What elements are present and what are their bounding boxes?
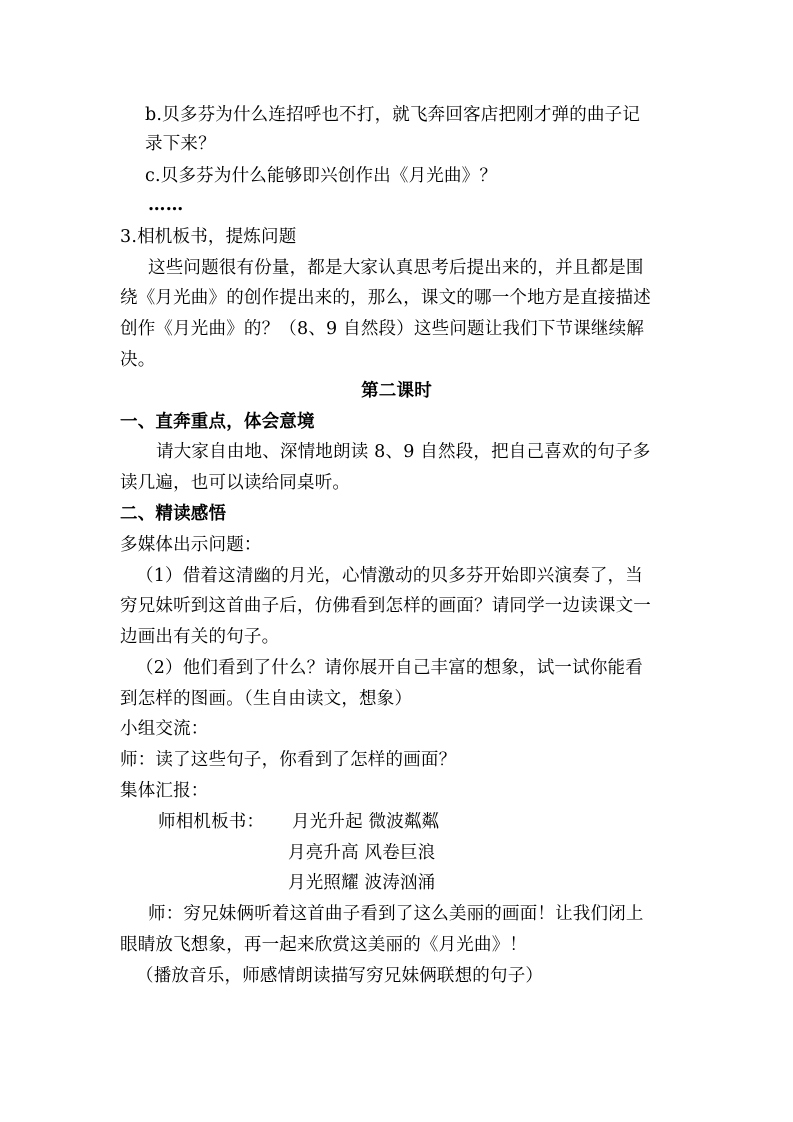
- paragraph-3-line1: 师：穷兄妹俩听着这首曲子看到了这么美丽的画面！让我们闭上: [148, 904, 644, 924]
- question-1-line3: 边画出有关的句子。: [120, 627, 280, 647]
- group-report-label: 集体汇报：: [120, 781, 209, 801]
- question-b-line2: 录下来？: [145, 134, 216, 154]
- paragraph-1-line1: 这些问题很有份量，都是大家认真思考后提出来的，并且都是围: [148, 258, 644, 278]
- ellipsis: ……: [148, 195, 184, 215]
- paragraph-1-line4: 决。: [120, 350, 156, 370]
- paragraph-3-line2: 眼睛放飞想象，再一起来欣赏这美丽的《月光曲》！: [120, 935, 528, 955]
- music-note: （播放音乐，师感情朗读描写穷兄妹俩联想的句子）: [136, 966, 544, 986]
- question-c: c.贝多芬为什么能够即兴创作出《月光曲》？: [145, 166, 498, 186]
- paragraph-2-line1: 请大家自由地、深情地朗读 8、9 自然段，把自己喜欢的句子多: [156, 442, 651, 462]
- board-writing-label: 师相机板书：: [158, 812, 265, 832]
- question-1-line1: （1）借着这清幽的月光，心情激动的贝多芬开始即兴演奏了，当: [136, 566, 643, 586]
- board-line-2: 月亮升高 风卷巨浪: [288, 843, 436, 863]
- heading-one: 一、直奔重点，体会意境: [120, 412, 315, 432]
- teacher-question: 师：读了这些句子，你看到了怎样的画面？: [120, 750, 457, 770]
- group-discussion-label: 小组交流：: [120, 719, 209, 739]
- paragraph-1-line2: 绕《月光曲》的创作提出来的，那么，课文的哪一个地方是直接描述: [120, 288, 651, 308]
- question-2-line2: 到怎样的图画。（生自由读文，想象）: [120, 689, 413, 709]
- board-line-3: 月光照耀 波涛汹涌: [288, 873, 436, 893]
- paragraph-1-line3: 创作《月光曲》的？（8、9 自然段）这些问题让我们下节课继续解: [120, 319, 645, 339]
- section-title: 第二课时: [361, 381, 432, 401]
- paragraph-2-line2: 读几遍，也可以读给同桌听。: [120, 473, 351, 493]
- question-2-line1: （2）他们看到了什么？请你展开自己丰富的想象，试一试你能看: [136, 658, 643, 678]
- heading-two: 二、精读感悟: [120, 504, 227, 524]
- question-1-line2: 穷兄妹听到这首曲子后，仿佛看到怎样的画面？请同学一边读课文一: [120, 596, 651, 616]
- multimedia-label: 多媒体出示问题：: [120, 535, 262, 555]
- question-b-line1: b.贝多芬为什么连招呼也不打，就飞奔回客店把刚才弹的曲子记: [145, 105, 641, 125]
- step-3-heading: 3.相机板书，提炼问题: [120, 227, 297, 247]
- board-line-1: 月光升起 微波粼粼: [292, 812, 440, 832]
